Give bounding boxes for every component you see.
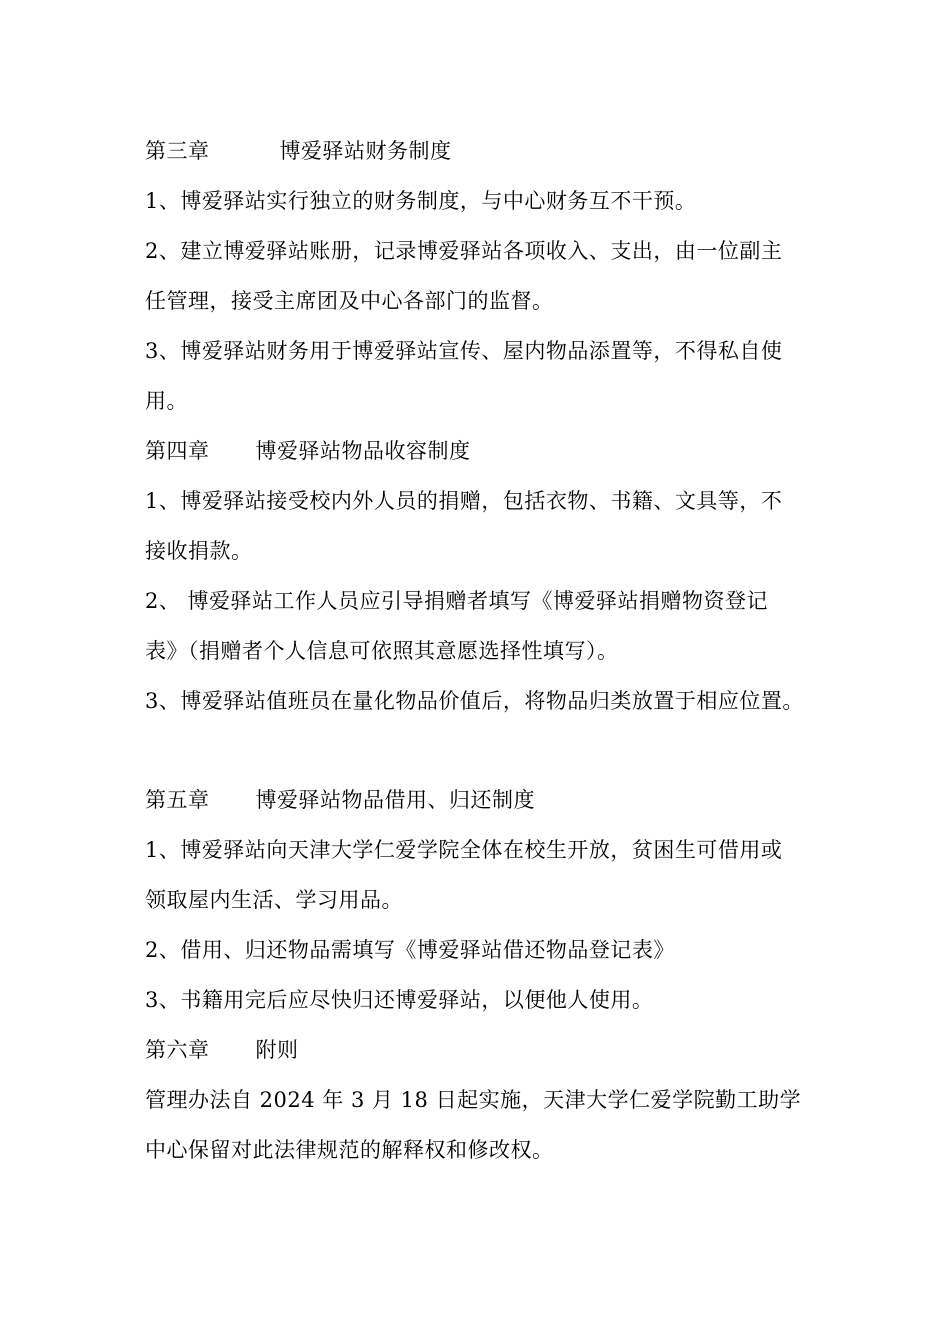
chapter-3-line-3: 任管理，接受主席团及中心各部门的监督。 <box>145 289 554 313</box>
chapter-5-heading <box>145 786 535 814</box>
chapter-5-line-2: 领取屋内生活、学习用品。 <box>145 888 403 912</box>
chapter-6-label: 第六章 <box>145 1038 210 1062</box>
chapter-3-line-1: 1、博爱驿站实行独立的财务制度，与中心财务互不干预。 <box>145 189 697 213</box>
chapter-4-label: 第四章 <box>145 439 210 463</box>
chapter-4-heading <box>145 437 471 465</box>
chapter-4-line-3: 2、 博爱驿站工作人员应引导捐赠者填写《博爱驿站捐赠物资登记 <box>145 589 769 613</box>
chapter-6-heading <box>145 1036 299 1064</box>
chapter-4-line-2: 接收捐款。 <box>145 539 253 563</box>
chapter-3-line-4: 3、博爱驿站财务用于博爱驿站宣传、屋内物品添置等，不得私自使 <box>145 339 783 363</box>
chapter-4-line-1: 1、博爱驿站接受校内外人员的捐赠，包括衣物、书籍、文具等，不 <box>145 489 783 513</box>
chapter-3-line-2: 2、建立博爱驿站账册，记录博爱驿站各项收入、支出，由一位副主 <box>145 239 783 263</box>
chapter-3-label: 第三章 <box>145 139 210 163</box>
chapter-6-title: 附则 <box>255 1038 299 1062</box>
chapter-4-line-5: 3、博爱驿站值班员在量化物品价值后，将物品归类放置于相应位置。 <box>145 689 804 713</box>
chapter-3-line-5: 用。 <box>145 389 188 413</box>
chapter-5-line-4: 3、书籍用完后应尽快归还博爱驿站，以便他人使用。 <box>145 988 654 1012</box>
chapter-3-title: 博爱驿站财务制度 <box>279 139 452 163</box>
chapter-5-label: 第五章 <box>145 788 210 812</box>
chapter-5-line-3: 2、借用、归还物品需填写《博爱驿站借还物品登记表》 <box>145 938 675 962</box>
chapter-5-line-1: 1、博爱驿站向天津大学仁爱学院全体在校生开放，贫困生可借用或 <box>145 838 783 862</box>
chapter-4-title: 博爱驿站物品收容制度 <box>255 439 471 463</box>
chapter-6-line-1: 管理办法自 2024 年 3 月 18 日起实施，天津大学仁爱学院勤工助学 <box>145 1088 802 1112</box>
chapter-4-line-4: 表》（捐赠者个人信息可依照其意愿选择性填写）。 <box>145 639 619 663</box>
chapter-3-heading <box>145 137 452 165</box>
chapter-6-line-2: 中心保留对此法律规范的解释权和修改权。 <box>145 1138 554 1162</box>
chapter-5-title: 博爱驿站物品借用、归还制度 <box>255 788 535 812</box>
